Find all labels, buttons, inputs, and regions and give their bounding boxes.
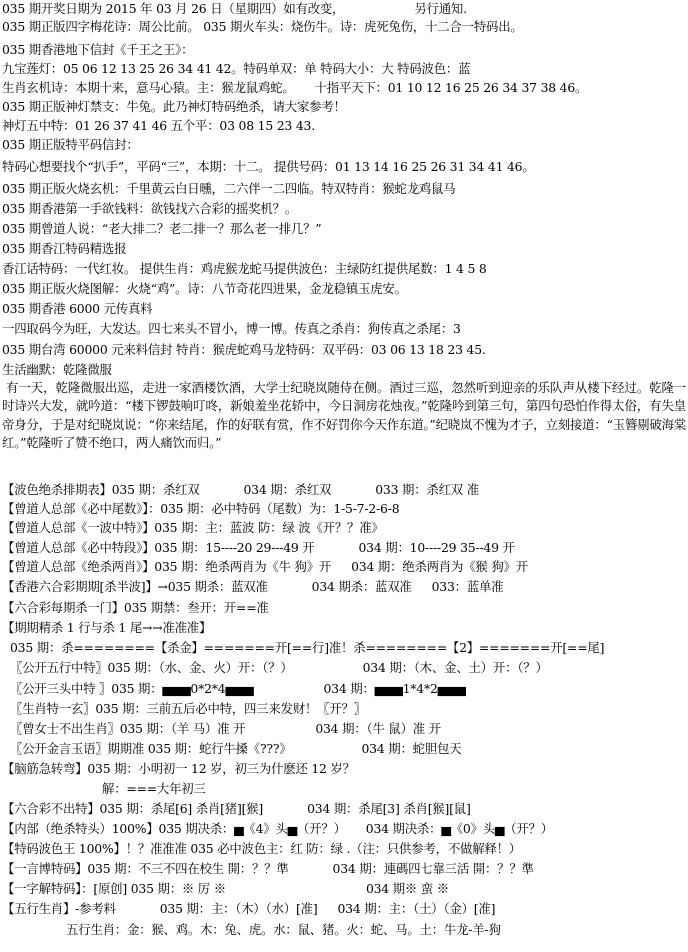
zeng-saying-line: 035 期曾道人说：“老大排二？老二排一？那么老一排几？” (2, 221, 322, 236)
hk-envelope-title: 035 期香港地下信封《千王之王》： (2, 42, 194, 57)
lamp-ban-line: 035 期正版神灯禁支：牛兔。此乃神灯特码绝杀，请大家参考！ (2, 99, 346, 114)
five-zodiac-detail: 五行生肖：金：猴、鸡。木：兔、虎。水：鼠、猪。火：蛇、马。土：牛龙-羊-狗 (66, 922, 501, 937)
section-line: 【曾道人总部《必中特段》】035 期：15----20 29---49 开 034 期：10----29 35--49 开 (2, 540, 515, 555)
money-line: 035 期香港第一手欲钱料：欲钱找六合彩的摇奖机？。 (2, 201, 297, 216)
tail-line: 【曾道人总部《必中尾数》】：035 期：必中特码（尾数）为：1-5-7-2-6-8 (2, 501, 400, 516)
kill-gold-line: 035 期：杀========【杀金】=======开[==行]准！杀========【2】=======开[==尾] (10, 640, 605, 655)
five-zodiac-line: 【五行生肖】-参考料 035 期：主：（木）（水）[准] 034 期：主：（土）（金）[准] (2, 901, 496, 916)
no-special-line: 【六合彩不出特】035 期：杀尾[6] 杀肖[猪][猴] 034 期：杀尾[3] 杀肖[猴][鼠] (2, 801, 471, 816)
plum-poem: 035 期正版四字梅花诗：周公比前。 (2, 19, 200, 34)
riddle-answer: 解：===大年初三 (102, 781, 206, 796)
zodiac-mystery-line: 〖生肖特一玄〗035 期：三前五后必中特，四三来发财！〖开？〗 (10, 701, 366, 716)
golden-words-line: 〖公开金言玉语〗期期准 035 期：蛇行牛搡《???》 034 期：蛇胆包天 (10, 741, 462, 756)
lamp-five-line: 神灯五中特：01 26 37 41 46 五个平：03 08 15 23 43. (2, 118, 315, 133)
special-envelope-title: 035 期正版特平码信封： (2, 137, 139, 152)
one-door-line: 【六合彩每期杀一门】035 期禁：叁开：开==准 (2, 600, 269, 615)
wave-kill-line: 【波色绝杀排期表】035 期：杀红双 034 期：杀红双 033 期：杀红双 准 (2, 482, 479, 497)
two-zodiac-line: 【曾道人总部《绝杀两肖》】035 期：绝杀两肖为《牛 狗》开 034 期：绝杀两肖为《猴 狗》开 (2, 559, 528, 574)
one-word-line: 【一言博特码】035 期：不三不四在校生 開：？？準 034 期：連碼四七靠三活 開：？？準 (2, 861, 534, 876)
fire-diagram-line: 035 期正版火烧图解：火烧“鸡”。诗：八节奇花四进果，金龙稳镇玉虎安。 (2, 281, 407, 296)
ms-zodiac-line: 〖曾女士不出生肖〗035 期：（羊 马）准 开 034 期：（牛 鼠）准 开 (10, 721, 441, 736)
humor-story: 有一天，乾隆微服出巡，走进一家酒楼饮酒，大学士纪晓岚随侍在侧。酒过三巡，忽然听到迎亲的乐队声从楼下经过。乾隆一时诗兴大发，就吟道：“楼下锣鼓响叮咚，新娘羞坐花轿中，今日洞房花烛夜。”乾隆吟到第三句，第四句恐怕作得太俗，有失皇帝身分，于是对纪晓岚说：“你来结尾，作的好联有赏，作不好罚你今天作东道。”纪晓岚不愧为才子，立刻接道：“玉簪剔破海棠红。”乾隆听了赞不绝口，两人痛饮而归。” (2, 380, 686, 451)
kill-head-line: 【内部（绝杀特头）100%】035 期决杀：▅《4》头▅（开？） 034 期决杀：▅《0》头▅（开？） (2, 821, 553, 836)
five-elements-line: 〖公开五行中特〗035 期：（水、金、火）开：（？） 034 期：（木、金、土）开：（？） (10, 660, 548, 675)
one-wave-line: 【曾道人总部《一波中特》】035 期：主：蓝波 防：绿 波《开？？准》 (2, 520, 384, 535)
one-char-line: 【一字解特码】：[原创] 035 期：※ 厉 ※ 034 期※ 蛮 ※ (2, 881, 449, 896)
taiwan-line: 035 期台湾 60000 元来料信封 特肖：猴虎蛇鸡马龙特码：双平码：03 06 13 18 23 45. (2, 342, 486, 357)
plum-poem-line (2, 18, 686, 36)
half-wave-line: 【香港六合彩期期[杀半波]】→035 期杀：蓝双准 034 期杀：蓝双准 033：蓝单准 (2, 579, 504, 594)
humor-title: 生活幽默：乾隆微服 (2, 362, 112, 377)
draw-date-note: 另行通知. (414, 1, 467, 16)
fax-line: 一四取码今为旺，大发达。四七来头不冒小，博一博。传真之杀肖：狗传真之杀尾：3 (2, 321, 461, 336)
hk-6000-title: 035 期香港 6000 元传真料 (2, 301, 153, 316)
draw-date-line (2, 0, 686, 18)
nine-lotus-line: 九宝莲灯：05 06 12 13 25 26 34 41 42。特码单双：单 特码大小：大 特码波色：蓝 (2, 61, 471, 76)
riddle-line: 【脑筋急转弯】035 期：小明初一 12 岁，初三为什麽还 12 岁？ (2, 761, 355, 776)
zodiac-poem-line: 生肖玄机诗：本期十来，意马心猿。主：猴龙鼠鸡蛇。 十指平天下：01 10 12 16 25 26 34 37 38 46。 (2, 80, 588, 95)
wave-king-line: 【特码波色王 100%】！？准准准 035 必中波色主：红 防：绿 .（注：只供参考，不做解释！） (2, 841, 521, 856)
line-tail-title: 【期期精杀 1 行与杀 1 尾→→准准准】 (2, 620, 212, 635)
train-head: 035 期火车头：烧伤牛。诗：虎死兔伤，十二合一特码出。 (203, 19, 523, 34)
xiangjiang-title: 035 期香江特码精选报 (2, 241, 127, 256)
three-heads-line: 〖公开三头中特 〗035 期：▅▅▅0*2*4▅▅▅ 034 期：▅▅▅1*4*2▅▅▅ (10, 681, 466, 696)
fire-mystery-line: 035 期正版火烧玄机：千里黄云白日曛，二六伴一二四临。特双特肖：猴蛇龙鸡鼠马 (2, 181, 456, 196)
xiangjiang-line: 香江话特码：一代红妆。 提供生肖：鸡虎猴龙蛇马提供波色：主绿防红提供尾数：1 4 5 8 (2, 261, 487, 276)
draw-date: 035 期开奖日期为 2015 年 03 月 26 日（星期四）如有改变， (2, 1, 345, 16)
pickpocket-line: 特码心想要找个“扒手”，平码“三”，本期：十二。 提供号码：01 13 14 16 25 26 31 34 41 46。 (2, 159, 535, 174)
